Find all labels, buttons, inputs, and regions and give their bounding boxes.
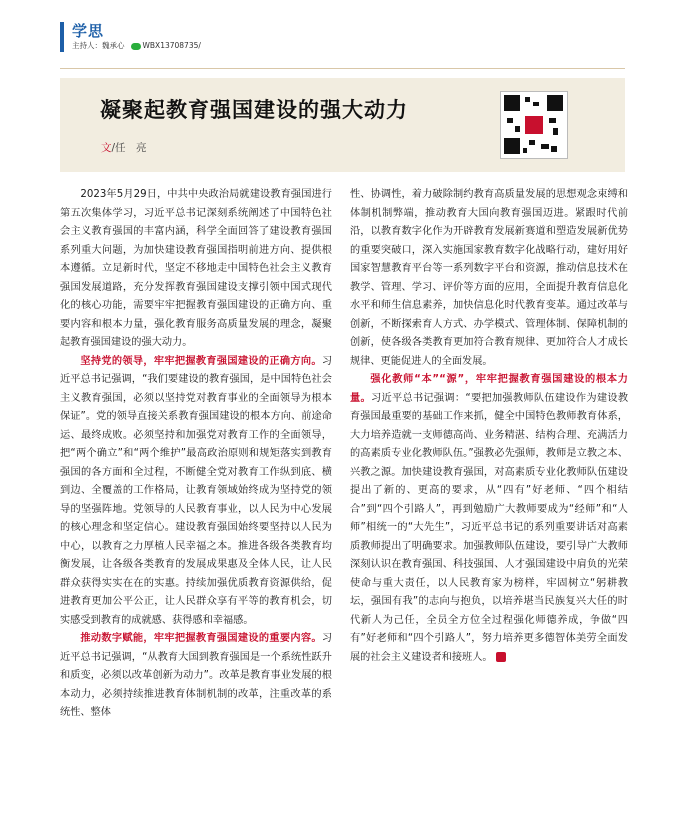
qr-code-icon: [500, 91, 568, 159]
column-name: 学思: [72, 22, 105, 40]
host-name: 魏承心: [102, 41, 125, 50]
paragraph-teacher-force: [350, 371, 628, 667]
paragraph-party-leadership: [60, 353, 332, 631]
column-bar: [60, 22, 64, 52]
byline-label: 文: [101, 142, 112, 154]
wechat-id: WBX13708735/: [142, 41, 201, 50]
wechat-icon: [131, 43, 141, 50]
host-label: 主持人：: [72, 41, 102, 50]
paragraph-teachers: 性、协调性，着力破除制约教育高质量发展的思想观念束缚和体制机制弊端，推动教育大国向教育强国迈进。紧跟时代前沿，以教育数字化作为开辟教育发展新赛道和塑造发展新优势的重要突破口，深入实施国家教育数字化战略行动，建好用好国家智慧教育平台等一系列数字平台和资源，推动信息技术在教学、管理、学习、评价等方面的应用，全面提升教育信息化水平和师生信息素养，加快信息化时代教育变革。通过改革与创新，不断探索育人方式、办学模式、管理体制、保障机制的创新，使各级各类教育更加符合教育规律、更加符合人才成长规律、更能促进人的全面发展。: [350, 189, 628, 367]
section-heading-2: 推动数字赋能，牢牢把握教育强国建设的重要内容。: [80, 633, 322, 644]
article-title: 凝聚起教育强国建设的强大动力: [100, 98, 408, 122]
article-byline: [101, 140, 147, 155]
section-heading-1: 坚持党的领导，牢牢把握教育强国建设的正确方向。: [80, 355, 322, 367]
section-body-3: 习近平总书记强调：“要把加强教师队伍建设作为建设教育强国最重要的基础工作来抓，健全中国特色教师教育体系，大力培养造就一支师德高尚、业务精湛、结构合理、充满活力的高素质专业化教师队伍。”强教必先强师，教师是立教之本、兴教之源。加快建设教育强国，对高素质专业化教师队伍建设提出了新的、更高的要求，从“四有”好老师、“四个相结合”到“四个引路人”，再到勉励广大教师要成为“经师”和“人师”相统一的“大先生”，习近平总书记的系列重要讲话对高素质教师提出了明确要求。加强教师队伍建设，要引导广大教师深刻认识在教育强国、科技强国、人才强国建设中肩负的光荣使命与重大责任，以人民教育家为榜样，牢固树立“躬耕教坛，强国有我”的志向与抱负，以培养堪当民族复兴大任的时代新人为己任，全员全方位全过程强化师德养成，争做“四有”好老师和“四个引路人”，努力培养更多德智体美劳全面发展的社会主义建设者和接班人。: [350, 392, 628, 663]
header-divider: [60, 68, 625, 69]
qr-logo-icon: [525, 116, 543, 134]
paragraph-intro: 2023年5月29日，中共中央政治局就建设教育强国进行第五次集体学习，习近平总书记深刻系统阐述了中国特色社会主义教育强国的丰富内涵，科学全面回答了建设教育强国系列重大问题，为加快建设教育强国指明前进方向、提供根本遵循。立足新时代，坚定不移地走中国特色社会主义教育强国发展道路，充分发挥教育强国建设支撑引领中国式现代化的核心功能，需要牢牢把握教育强国建设的正确方向、重要内容和根本力量，强化教育服务高质量发展的理念，凝聚起教育强国建设的强大动力。: [60, 189, 332, 348]
byline-sep: /: [111, 142, 116, 154]
article-column-left: [60, 186, 332, 723]
section-body-1: 习近平总书记强调，“我们要建设的教育强国，是中国特色社会主义教育强国，必须以坚持党对教育事业的全面领导为根本保证”。党的领导直接关系教育强国建设的根本方向、前途命运、最终成败。必须坚持和加强党对教育工作的全面领导，把“两个确立”和“两个维护”最高政治原则和规矩落实到教育强国的各方面和全过程，不断健全党对教育工作纵到底、横到边、全覆盖的工作格局，让教育领域始终成为坚持党的领导的坚强阵地。党领导的人民教育事业，以人民为中心发展的核心理念和坚定信心。建设教育强国始终要坚持以人民为中心，以教育之力厚植人民幸福之本。推进各级各类教育均衡发展，让各级各类教育的发展成果惠及全体人民，让人民群众获得实实在在的实惠。持续加强优质教育资源供给，促进教育更加公平公正，让人民群众享有平等的教育机会，切实感受到教育的成就感、获得感和幸福感。: [60, 355, 332, 626]
section-body-2: 习近平总书记强调，“从教育大国到教育强国是一个系统性跃升和质变，必须以改革创新为动力”。改革是教育事业发展的根本动力，必须持续推进教育体制机制的改革，注重改革的系统性、整体: [60, 633, 332, 718]
article-column-right: [350, 186, 628, 667]
end-mark-icon: [496, 652, 506, 662]
paragraph-digital: [60, 630, 332, 723]
column-host: [72, 40, 201, 51]
section-heading-3: 强化教师“本”“源”，牢牢把握教育强国建设的根本力量。: [350, 374, 628, 404]
byline-name: 任 亮: [115, 142, 147, 154]
